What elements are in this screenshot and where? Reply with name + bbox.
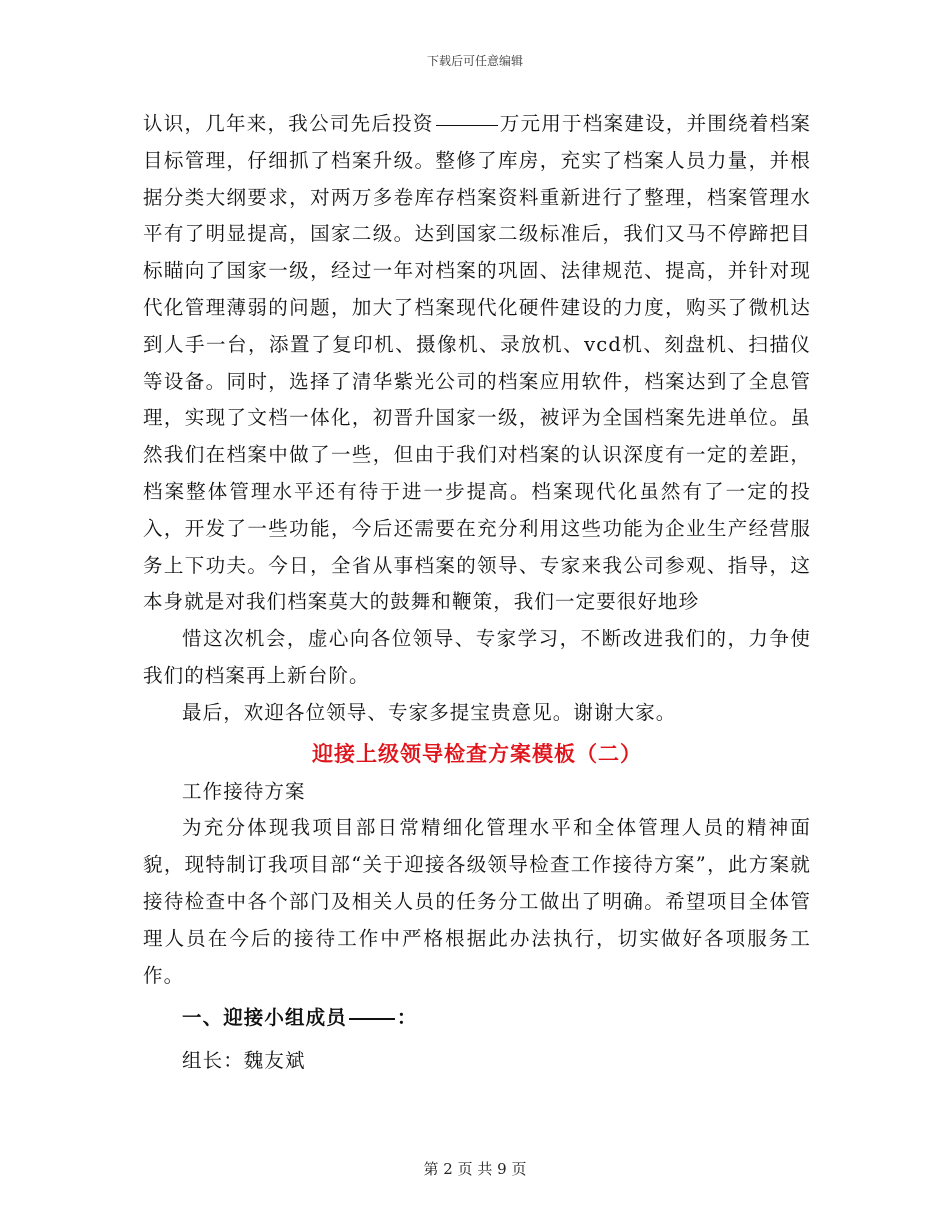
paragraph-closing-thanks: 最后，欢迎各位领导、专家多提宝贵意见。谢谢大家。: [182, 700, 677, 724]
paragraph-text-rest: 万元用于档案建设，并围绕着档案目标管理，仔细抓了档案升级。整修了库房，充实了档案人员力量，并根据分类大纲要求，对两万多卷库存档案资料重新进行了整理，档案管理水平有了明显提高，国家二级。达到国家二级标准后，我们又马不停蹄把目标瞄向了国家一级，经过一年对档案的巩固、法律规范、提高，并针对现代化管理薄弱的问题，加大了档案现代化硬件建设的力度，购买了微机达到人手一台，添置了复印机、摄像机、录放机、vcd机、刻盘机、扫描仪等设备。同时，选择了清华紫光公司的档案应用软件，档案达到了全息管理，实现了文档一体化，初晋升国家一级，被评为全国档案先进单位。虽然我们在档案中做了一些，但由于我们对档案的认识深度有一定的差距，档案整体管理水平还有待于进一步提高。档案现代化虽然有了一定的投入，开发了一些功能，今后还需要在充分利用这些功能为企业生产经营服务上下功夫。今日，全省从事档案的领导、专家来我公司参观、指导，这本身就是对我们档案莫大的鼓舞和鞭策，我们一定要很好地珍: [143, 112, 811, 614]
page-number-footer: 第 2 页 共 9 页: [423, 1160, 527, 1178]
paragraph-cherish-opportunity: 惜这次机会，虚心向各位领导、专家学习，不断改进我们的，力争使我们的档案再上新台阶。: [143, 627, 811, 687]
heading-colon: ：: [396, 1006, 418, 1030]
page-header-note: 下载后可任意编辑: [426, 54, 523, 68]
section-title: 迎接上级领导检查方案模板（二）: [312, 740, 642, 766]
paragraph-team-leader: 组长：魏友斌: [182, 1049, 306, 1073]
paragraph-archive-investment: [143, 106, 811, 621]
document-body: [143, 106, 811, 1080]
paragraph-plan-intro: 为充分体现我项目部日常精细化管理水平和全体管理人员的精神面貌，现特制订我项目部“关于迎接各级领导检查工作接待方案”，此方案就接待检查中各个部门及相关人员的任务分工做出了明确。希望项目全体管理人员在今后的接待工作中严格根据此办法执行，切实做好各项服务工作。: [143, 816, 811, 987]
heading-text: 一、迎接小组成员: [182, 1006, 347, 1030]
heading-team-members: [143, 1000, 811, 1037]
fill-in-blank: [349, 1017, 395, 1020]
fill-in-blank: [436, 124, 498, 126]
paragraph-text-start: 认识，几年来，我公司先后投资: [143, 112, 434, 135]
paragraph-plan-label: 工作接待方案: [182, 779, 306, 803]
